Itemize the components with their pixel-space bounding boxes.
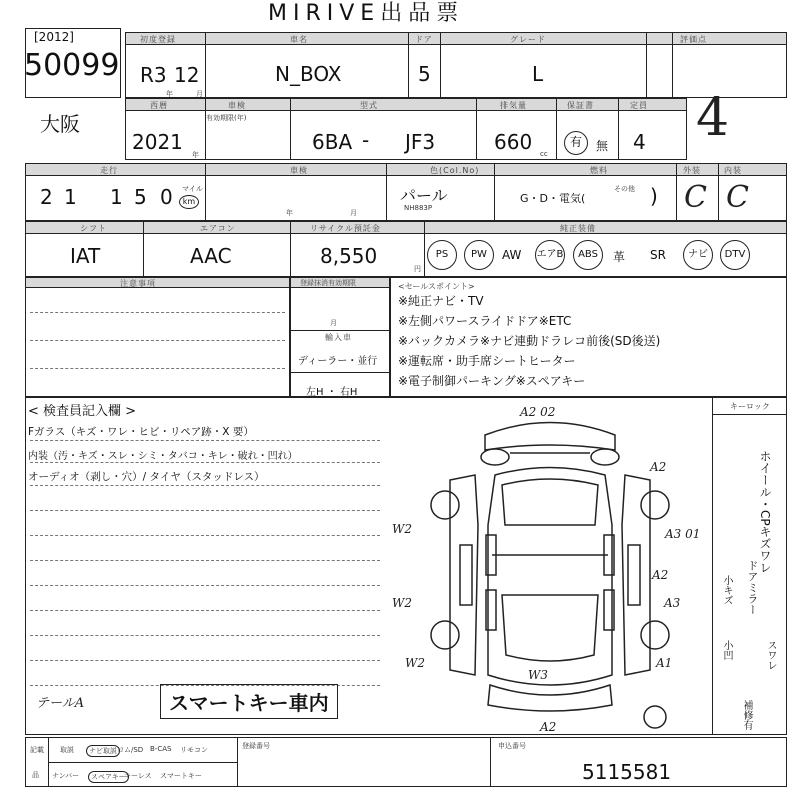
equipment-3: エアB (535, 240, 565, 270)
seireki-year: 2021 (132, 130, 183, 154)
footer-item2-1: スペアキー (88, 771, 129, 783)
dealer-parallel: ディーラー・並行 (298, 356, 378, 367)
car-name: N_BOX (275, 62, 342, 86)
doors: 5 (418, 62, 431, 86)
inspector-heading: < 検査員記入欄 > (28, 404, 137, 419)
aircon: AAC (190, 244, 232, 268)
km-unit: km (179, 195, 199, 209)
footer-item-3: B-CAS (150, 745, 172, 753)
equipment-0: PS (427, 240, 457, 270)
fuel-options: G・D・電気( (520, 192, 586, 205)
mark-front: A2 02 (520, 405, 556, 419)
serial-number: 5115581 (582, 760, 672, 784)
footer-item-1: ナビ取説 (86, 745, 120, 757)
footer-item-0: 取説 (60, 746, 74, 754)
first-reg-era: R3 (140, 63, 167, 87)
page-title: MIRIVE出品票 (268, 1, 465, 26)
lot-number: 50099 (24, 48, 120, 83)
equipment-6: SR (650, 248, 666, 262)
shift: IAT (70, 244, 101, 268)
interior-grade: C (726, 180, 749, 215)
equipment-7: ナビ (683, 240, 713, 270)
capacity: 4 (633, 130, 646, 154)
footer-item2-2: キーレス (124, 772, 152, 780)
sales-point-4: ※電子制御パーキング※スペアキー (398, 374, 586, 388)
steering-side: 左H ・ 右H (306, 387, 358, 398)
recycle-fee: 8,550 (320, 244, 378, 268)
grade: L (532, 62, 544, 86)
side-note: ホイール・CPキズワレ (758, 450, 772, 574)
tail-note: テールA (36, 696, 85, 711)
recycle-yes: 有 (564, 131, 588, 155)
sales-point-0: ※純正ナビ・TV (398, 294, 484, 308)
smart-key-note: スマートキー車内 (160, 684, 338, 719)
equipment-5: 革 (613, 250, 626, 264)
color-code: NH883P (404, 204, 433, 212)
model-prefix: 6BA (312, 130, 353, 154)
equipment-8: DTV (720, 240, 750, 270)
footer-item-4: リモコン (180, 746, 208, 754)
sales-point-3: ※運転席・助手席シートヒーター (398, 354, 576, 368)
evaluation-score: 4 (696, 88, 730, 148)
sales-point-1: ※左側パワースライドドア※ETC (398, 314, 572, 328)
color-name: パール (400, 186, 448, 205)
exterior-grade: C (684, 180, 707, 215)
displacement: 660 (494, 130, 533, 154)
footer-item-2: ロム/SD (117, 746, 144, 754)
equipment-1: PW (464, 240, 494, 270)
region: 大阪 (40, 112, 80, 136)
notes-box (25, 277, 290, 397)
lot-year-tag: [2012] (34, 30, 74, 44)
first-reg-month: 12 (174, 63, 200, 87)
model-suffix: JF3 (405, 130, 436, 154)
footer-item2-0: ナンバー (52, 772, 80, 780)
footer-item2-3: スマートキー (160, 772, 202, 780)
equipment-4: ABS (573, 240, 603, 270)
sales-point-2: ※バックカメラ※ナビ連動ドラレコ前後(SD後送) (398, 334, 661, 348)
equipment-2: AW (502, 248, 522, 262)
